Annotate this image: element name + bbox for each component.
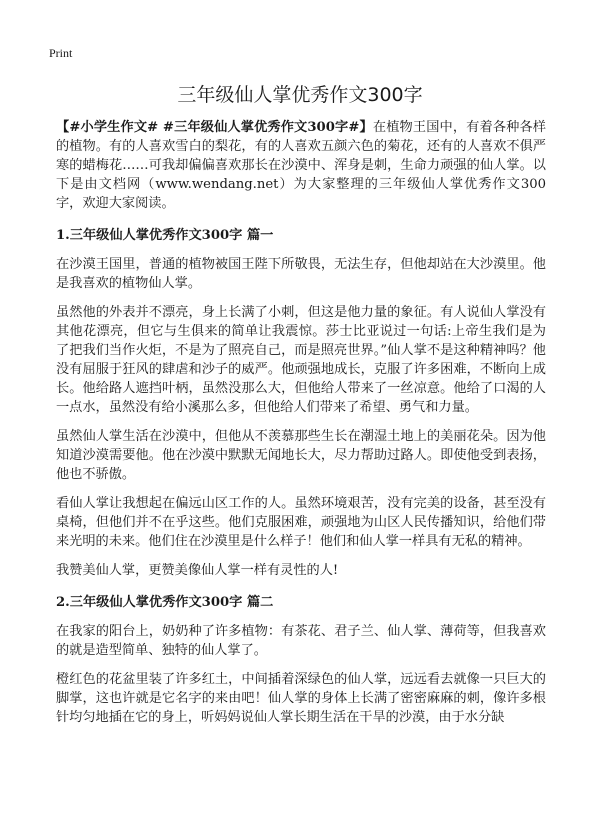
paragraph: 虽然他的外表并不漂亮，身上长满了小刺，但这是他力量的象征。有人说仙人掌没有其他花漂亮，但它与生俱来的简单让我震惊。莎士比亚说过一句话:上帝生我们是为了把我们当作火炬，不是为了照亮自己，而是照亮世界。”仙人掌不是这种精神吗？他没有屈服于狂风的肆虐和沙子的威严。他顽强地成长，克服了许多困难，不断向上成长。他给路人遮挡叶柄，虽然没那么大，但他给人带来了一丝凉意。他给了口渴的人一点水，虽然没有给小溪那么多，但他给人们带来了希望、勇气和力量。 [56,305,546,415]
section-heading-1: 1.三年级仙人掌优秀作文300字 篇一 [56,228,274,243]
paragraph: 看仙人掌让我想起在偏远山区工作的人。虽然环境艰苦，没有完美的设备，甚至没有桌椅，但他们并不在乎这些。他们克服困难，顽强地为山区人民传播知识，给他们带来光明的未来。他们住在沙漠里是什么样子！他们和仙人掌一样具有无私的精神。 [56,496,546,549]
paragraph: 橙红色的花盆里装了许多红土，中间插着深绿色的仙人掌，远远看去就像一只巨大的脚掌，这也许就是它名字的来由吧！仙人掌的身体上长满了密密麻麻的刺，像许多根针均匀地插在它的身上，听妈妈说仙人掌长期生活在干旱的沙漠，由于水分缺 [56,672,546,725]
intro-text: 在植物王国中，有着各种各样的植物。有的人喜欢雪白的梨花，有的人喜欢五颜六色的菊花，还有的人喜欢不俱严寒的蜡梅花……可我却偏偏喜欢那长在沙漠中、浑身是刺，生命力顽强的仙人掌。以下是由文档网（www.wendang.net）为大家整理的三年级仙人掌优秀作文300字，欢迎大家阅读。 [56,120,546,211]
print-label[interactable]: Print [49,46,73,60]
paragraph: 虽然仙人掌生活在沙漠中，但他从不羡慕那些生长在潮湿土地上的美丽花朵。因为他知道沙漠需要他。他在沙漠中默默无闻地长大，尽力帮助过路人。即使他受到表扬，他也不骄傲。 [56,429,546,482]
section-heading-2: 2.三年级仙人掌优秀作文300字 篇二 [56,595,274,610]
paragraph: 在我家的阳台上，奶奶种了许多植物：有茶花、君子兰、仙人掌、薄荷等，但我喜欢的就是造型简单、独特的仙人掌了。 [56,624,546,658]
paragraph: 在沙漠王国里，普通的植物被国王陛下所敬畏，无法生存，但他却站在大沙漠里。他是我喜欢的植物仙人掌。 [56,257,546,291]
paragraph: 我赞美仙人掌，更赞美像仙人掌一样有灵性的人! [56,563,339,578]
page-title: 三年级仙人掌优秀作文300字 [177,84,423,106]
intro-paragraph [56,118,546,213]
article-body [56,118,546,737]
intro-tag: 【#小学生作文# #三年级仙人掌优秀作文300字#】 [56,120,373,135]
